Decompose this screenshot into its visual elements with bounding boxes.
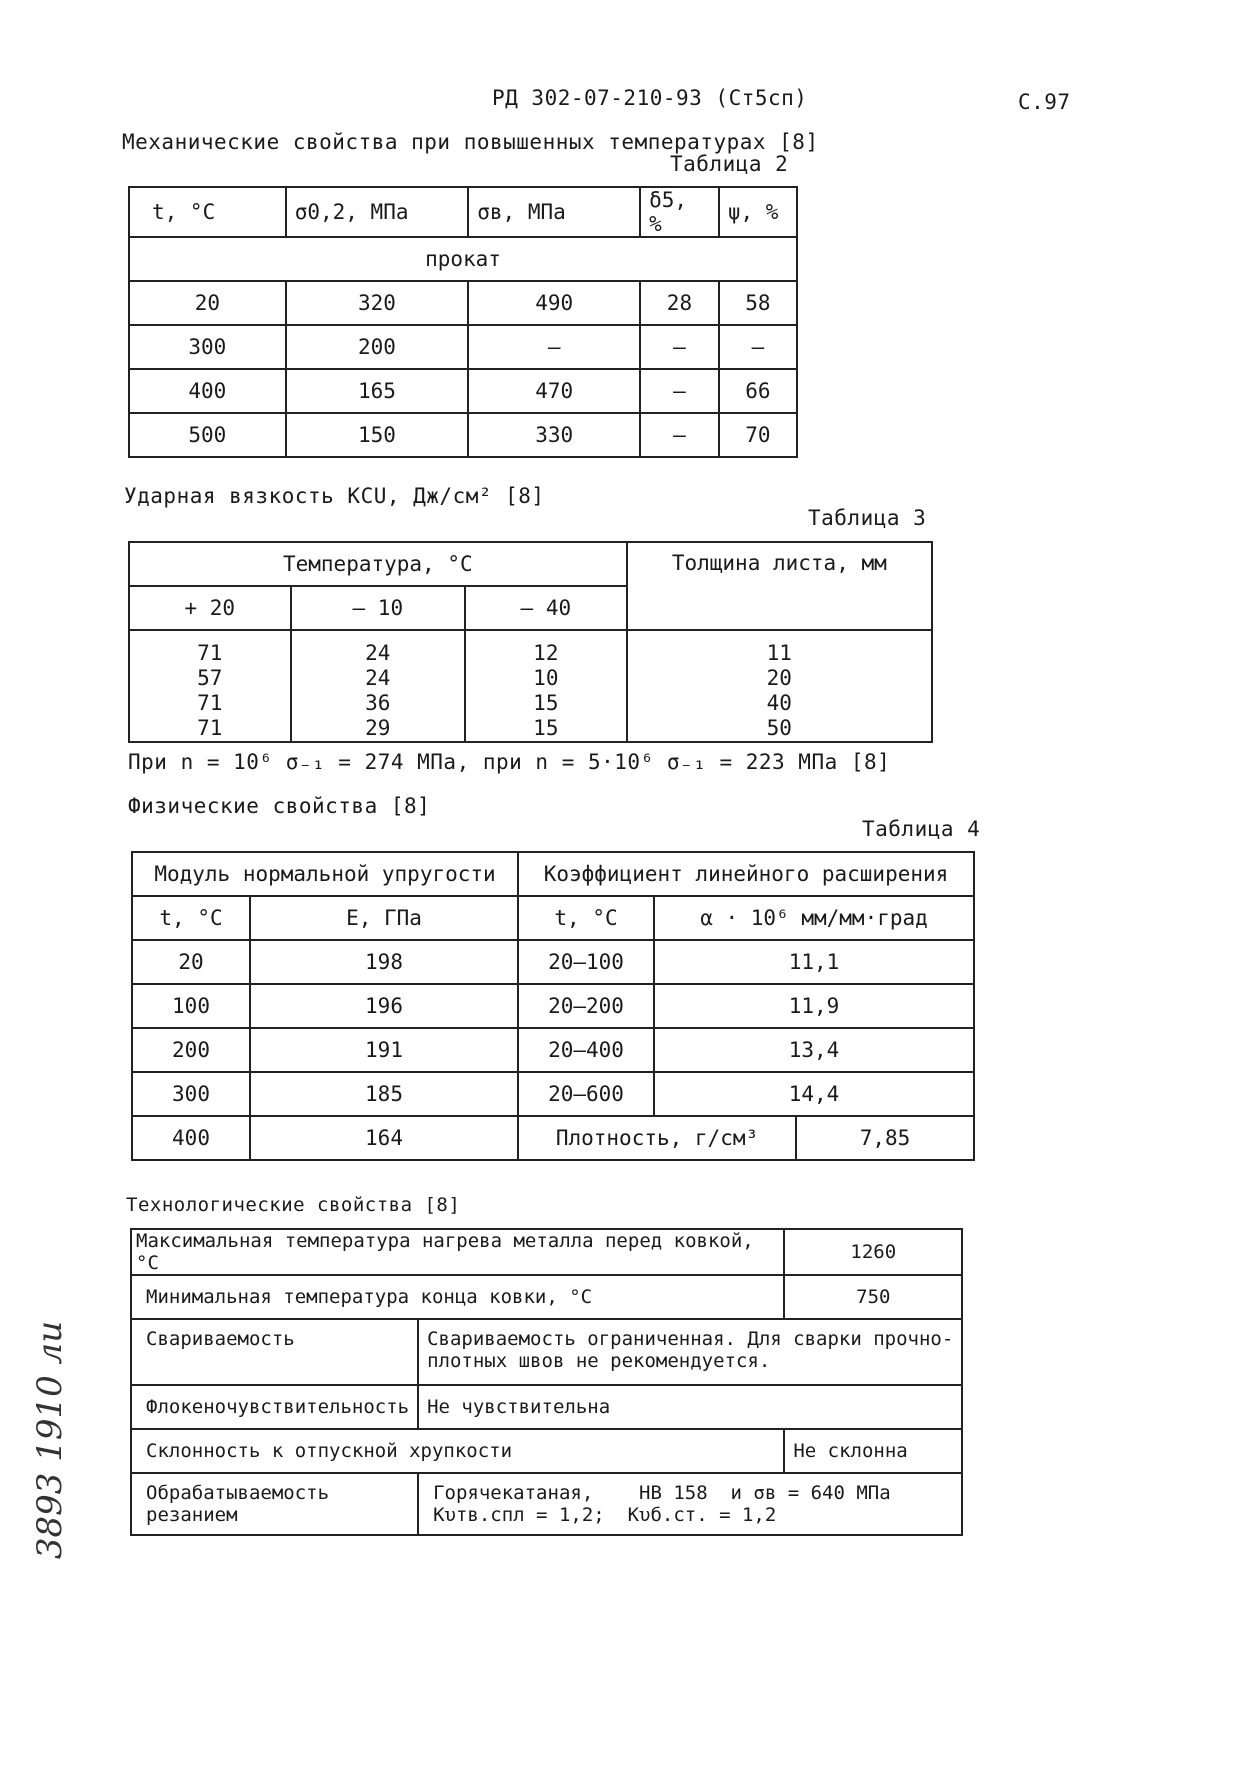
table-row	[131, 1319, 962, 1385]
cell: 300	[132, 1072, 250, 1116]
density-label: Плотность, г/см³	[518, 1116, 796, 1160]
cell: 20–200	[518, 984, 654, 1028]
cell: 165	[286, 369, 469, 413]
cell: –	[640, 369, 719, 413]
cell: 28	[640, 281, 719, 325]
cell: 14,4	[654, 1072, 974, 1116]
table-row	[131, 1229, 962, 1275]
cell: –	[640, 325, 719, 369]
cell: 70	[719, 413, 797, 457]
cell: 500	[129, 413, 286, 457]
cell: 58	[719, 281, 797, 325]
col-header-alpha: α · 10⁶ мм/мм·град	[654, 896, 974, 940]
cell: 20	[129, 281, 286, 325]
cell: 11,9	[654, 984, 974, 1028]
values-thickness: 11 20 40 50	[627, 630, 932, 742]
cell: 490	[468, 281, 640, 325]
table-row	[131, 1275, 962, 1319]
values-plus20: 71 57 71 71	[129, 630, 291, 742]
cell: 185	[250, 1072, 518, 1116]
table-row	[129, 281, 797, 325]
temperature-group-header: Температура, °С	[129, 542, 627, 586]
mech-section-title: Механические свойства при повышенных температурах [8]	[122, 130, 819, 154]
table-3-label: Таблица 3	[808, 506, 927, 530]
cell: 198	[250, 940, 518, 984]
machinability-label: Обрабатываемость резанием	[131, 1473, 418, 1535]
col-header-t2: t, °С	[518, 896, 654, 940]
table-row	[132, 984, 974, 1028]
physical-properties-table	[131, 851, 975, 1161]
temp-col-minus40: – 40	[465, 586, 627, 630]
col-header-tensile: σв, МПа	[468, 187, 640, 237]
values-minus10: 24 24 36 29	[291, 630, 465, 742]
cell: 200	[132, 1028, 250, 1072]
handwritten-annotation: 3893 1910 ли	[30, 1320, 70, 1560]
weldability-label: Свариваемость	[131, 1319, 418, 1385]
tech-section-title: Технологические свойства [8]	[126, 1194, 461, 1216]
cell: 330	[468, 413, 640, 457]
col-header-E: Е, ГПа	[250, 896, 518, 940]
group-label-prokat: прокат	[129, 237, 797, 281]
temper-brittleness-label: Склонность к отпускной хрупкости	[131, 1429, 784, 1473]
col-header-elongation: δ5, %	[640, 187, 719, 237]
temp-col-minus10: – 10	[291, 586, 465, 630]
cell: 20–600	[518, 1072, 654, 1116]
table-row	[129, 369, 797, 413]
table-4-label: Таблица 4	[862, 817, 981, 841]
weldability-value: Свариваемость ограниченная. Для сварки прочно- плотных швов не рекомендуется.	[418, 1319, 962, 1385]
cell: 191	[250, 1028, 518, 1072]
min-forging-temp-label: Минимальная температура конца ковки, °С	[131, 1275, 784, 1319]
cell: 196	[250, 984, 518, 1028]
cell: 20–100	[518, 940, 654, 984]
cell: 470	[468, 369, 640, 413]
cell: –	[468, 325, 640, 369]
cell: 100	[132, 984, 250, 1028]
flake-sensitivity-label: Флокеночувствительность	[131, 1385, 418, 1429]
elastic-modulus-group-header: Модуль нормальной упругости	[132, 852, 518, 896]
table-2-label: Таблица 2	[670, 152, 789, 176]
cell: 400	[132, 1116, 250, 1160]
page-number: С.97	[1018, 90, 1071, 114]
thickness-header: Толщина листа, мм	[627, 542, 932, 630]
cell: 11,1	[654, 940, 974, 984]
table-row	[132, 940, 974, 984]
machinability-value: Горячекатаная, НВ 158 и σв = 640 МПа Кυтв.спл = 1,2; Кυб.ст. = 1,2	[418, 1473, 962, 1535]
col-header-t: t, °C	[129, 187, 286, 237]
temper-brittleness-value: Не склонна	[784, 1429, 962, 1473]
cell: –	[719, 325, 797, 369]
impact-toughness-table	[128, 541, 933, 743]
table-row	[132, 1028, 974, 1072]
cell: 164	[250, 1116, 518, 1160]
cell: 400	[129, 369, 286, 413]
max-forging-temp-label: Максимальная температура нагрева металла перед ковкой, °С	[131, 1229, 784, 1275]
thermal-expansion-group-header: Коэффициент линейного расширения	[518, 852, 974, 896]
flake-sensitivity-value: Не чувствительна	[418, 1385, 962, 1429]
cell: 320	[286, 281, 469, 325]
cell: 150	[286, 413, 469, 457]
table-row	[131, 1473, 962, 1535]
table-row	[131, 1429, 962, 1473]
cell: 200	[286, 325, 469, 369]
phys-section-title: Физические свойства [8]	[128, 794, 431, 818]
cell: 13,4	[654, 1028, 974, 1072]
col-header-yield: σ0,2, МПа	[286, 187, 469, 237]
cell: 300	[129, 325, 286, 369]
fatigue-note: При n = 10⁶ σ₋₁ = 274 МПа, при n = 5·10⁶ σ₋₁ = 223 МПа [8]	[128, 750, 891, 774]
table-row	[132, 1116, 974, 1160]
mech-properties-table	[128, 186, 798, 458]
cell: –	[640, 413, 719, 457]
table-row	[129, 413, 797, 457]
table-row	[131, 1385, 962, 1429]
document-code: РД 302-07-210-93 (Ст5сп)	[492, 86, 808, 110]
cell: 20	[132, 940, 250, 984]
col-header-t: t, °С	[132, 896, 250, 940]
col-header-reduction: ψ, %	[719, 187, 797, 237]
max-forging-temp-value: 1260	[784, 1229, 962, 1275]
min-forging-temp-value: 750	[784, 1275, 962, 1319]
table-row	[129, 325, 797, 369]
tech-properties-table	[130, 1228, 963, 1536]
table-row	[132, 1072, 974, 1116]
density-value: 7,85	[796, 1116, 974, 1160]
temp-col-plus20: + 20	[129, 586, 291, 630]
cell: 66	[719, 369, 797, 413]
values-minus40: 12 10 15 15	[465, 630, 627, 742]
impact-section-title: Ударная вязкость KCU, Дж/см² [8]	[124, 484, 545, 508]
cell: 20–400	[518, 1028, 654, 1072]
